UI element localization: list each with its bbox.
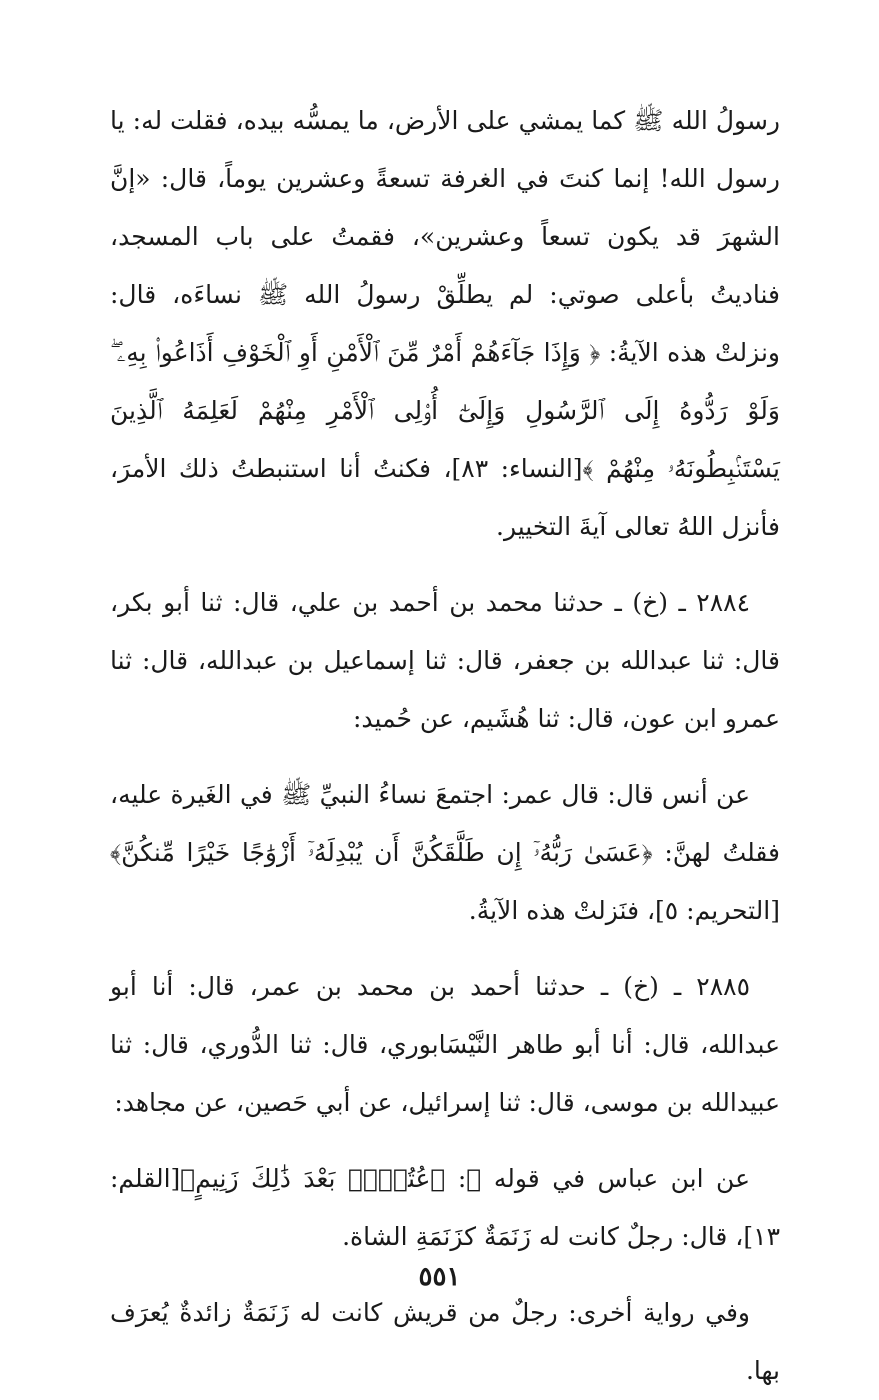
- page-body: [110, 92, 780, 1400]
- hadith-2885-matn: عن ابن عباس في قوله ﷻ: ﴿عُتُلٍّۭ بَعْدَ ذَٰلِكَ زَنِيمٍ﴾[القلم: ١٣]، قال: رجلٌ كانت له زَنَمَةٌ كزَنَمَةِ الشاة.: [110, 1164, 780, 1251]
- page-number: ٥٥١: [418, 1262, 461, 1292]
- paragraph-continuation: رسولُ الله ﷺ كما يمشي على الأرض، ما يمسُّه بيده، فقلت له: يا رسول الله! إنما كنتَ في الغرفة تسعةً وعشرين يوماً، قال: «إنَّ الشهرَ قد يكون تسعاً وعشرين»، فقمتُ على باب المسجد، فناديتُ بأعلى صوتي: لم يطلِّقْ رسولُ الله ﷺ نساءَه، قال: ونزلتْ هذه الآيةُ: ﴿ وَإِذَا جَآءَهُمْ أَمْرٌ مِّنَ ٱلْأَمْنِ أَوِ ٱلْخَوْفِ أَذَاعُوا۟ بِهِۦ ۖ وَلَوْ رَدُّوهُ إِلَى ٱلرَّسُولِ وَإِلَىٰٓ أُو۟لِى ٱلْأَمْرِ مِنْهُمْ لَعَلِمَهُ ٱلَّذِينَ يَسْتَنۢبِطُونَهُۥ مِنْهُمْ ﴾[النساء: ٨٣]، فكنتُ أنا استنبطتُ ذلك الأمرَ، فأنزل اللهُ تعالى آيةَ التخيير.: [110, 106, 780, 541]
- hadith-2884-isnad: ٢٨٨٤ ـ (خ) ـ حدثنا محمد بن أحمد بن علي، قال: ثنا أبو بكر، قال: ثنا عبدالله بن جعفر، قال: ثنا إسماعيل بن عبدالله، قال: ثنا عمرو ابن عون، قال: ثنا هُشَيم، عن حُميد:: [110, 588, 780, 733]
- hadith-2885-alt-narration: وفي رواية أخرى: رجلٌ من قريش كانت له زَنَمَةٌ زائدةٌ يُعرَف بها.: [110, 1298, 780, 1385]
- hadith-2885-isnad: ٢٨٨٥ ـ (خ) ـ حدثنا أحمد بن محمد بن عمر، قال: أنا أبو عبدالله، قال: أنا أبو طاهر النَّيْسَابوري، قال: ثنا الدُّوري، قال: ثنا عبيدالله بن موسى، قال: ثنا إسرائيل، عن أبي حَصين، عن مجاهد:: [110, 972, 780, 1117]
- hadith-2884-matn: عن أنس قال: قال عمر: اجتمعَ نساءُ النبيِّ ﷺ في الغَيرة عليه، فقلتُ لهنَّ: ﴿عَسَىٰ رَبُّهُۥٓ إِن طَلَّقَكُنَّ أَن يُبْدِلَهُۥٓ أَزْوَٰجًا خَيْرًا مِّنكُنَّ﴾[التحريم: ٥]، فنَزلتْ هذه الآيةُ.: [110, 780, 780, 925]
